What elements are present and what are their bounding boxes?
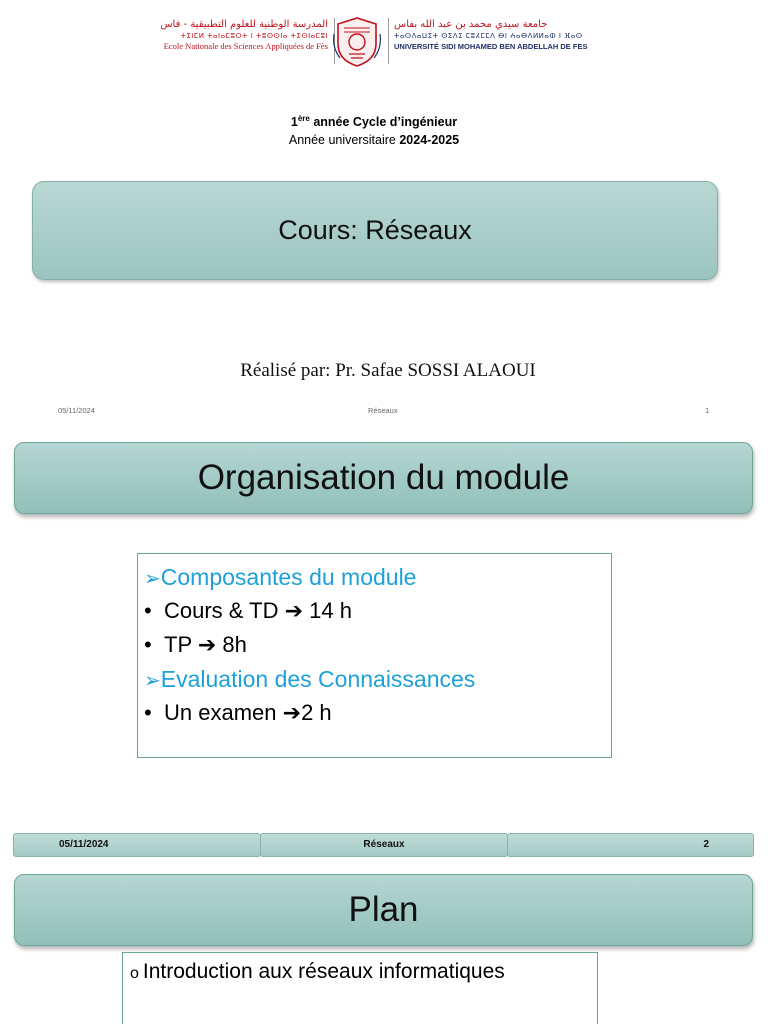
ensa-arabic-name: المدرسة الوطنية للعلوم التطبيقية - فاس <box>160 19 328 30</box>
ensa-tifinagh-name: ⵜⵉⵏⵎⵍ ⵜⴰⵏⴰⵎⵓⵔⵜ ⵏ ⵜⵓⵙⵙⵏⴰ ⵜⵉⵙⵏⴰⵎⵓⵏ <box>180 32 328 40</box>
usmba-arabic-name: جامعة سيدي محمد بن عبد الله بفاس <box>394 19 548 30</box>
course-title-box <box>32 181 718 280</box>
list-item: • Cours & TD ➔ 14 h <box>144 594 611 628</box>
usmba-tifinagh-name: ⵜⴰⵙⴷⴰⵡⵉⵜ ⵙⵉⴷⵉ ⵎⵓⵃⵎⵎⴷ ⴱⵏ ⵄⴰⴱⴷⵍⵍⴰⵀ ⵏ ⴼⴰⵙ <box>394 32 583 40</box>
bullet-icon: • <box>144 598 152 623</box>
bullet-icon: • <box>144 632 152 657</box>
plan-box <box>122 952 598 1024</box>
logo-divider-right <box>388 18 389 64</box>
footer-page-number: 1 <box>705 406 710 415</box>
footer-date: 05/11/2024 <box>13 833 261 857</box>
usmba-french-name: UNIVERSITÉ SIDI MOHAMED BEN ABDELLAH DE FES <box>394 42 588 51</box>
slide-1-footer <box>0 406 768 418</box>
right-arrow-icon: ➔ <box>197 632 217 657</box>
module-organization-box <box>137 553 612 758</box>
right-arrow-icon: ➔ <box>282 700 302 725</box>
ensa-french-name: Ecole Nationale des Sciences Appliquées de Fès <box>163 41 328 51</box>
slide-3-title: Plan <box>348 890 419 929</box>
list-heading: ➢Composantes du module <box>144 564 417 590</box>
footer-title: Réseaux <box>368 406 398 415</box>
arrowhead-icon: ➢ <box>144 568 161 590</box>
slide-3-title-banner <box>14 874 753 946</box>
arrowhead-icon: ➢ <box>144 670 161 692</box>
slide-2-title: Organisation du module <box>197 458 570 497</box>
slide-2-footer <box>13 833 754 857</box>
university-emblem-icon <box>330 14 384 68</box>
footer-date: 05/11/2024 <box>58 406 95 415</box>
footer-page-number: 2 <box>507 833 754 857</box>
ensa-fes-logo <box>98 18 328 52</box>
course-title: Cours: Réseaux <box>278 215 472 245</box>
list-item: • Un examen ➔2 h <box>144 696 611 730</box>
circle-bullet-icon: o <box>130 965 139 982</box>
header-logos <box>98 14 628 70</box>
list-heading: ➢Evaluation des Connaissances <box>144 666 476 692</box>
academic-year: Année universitaire 2024-2025 <box>288 133 460 147</box>
usmba-logo <box>394 18 634 52</box>
bullet-icon: • <box>144 700 152 725</box>
right-arrow-icon: ➔ <box>284 598 304 623</box>
study-year: 1ère année Cycle d’ingénieur <box>290 114 458 130</box>
plan-item: o Introduction aux réseaux informatiques <box>130 960 505 983</box>
footer-title: Réseaux <box>260 833 508 857</box>
list-item: • TP ➔ 8h <box>144 628 611 662</box>
slide-2-title-banner <box>14 442 753 514</box>
author-credit: Réalisé par: Pr. Safae SOSSI ALAOUI <box>240 360 536 381</box>
